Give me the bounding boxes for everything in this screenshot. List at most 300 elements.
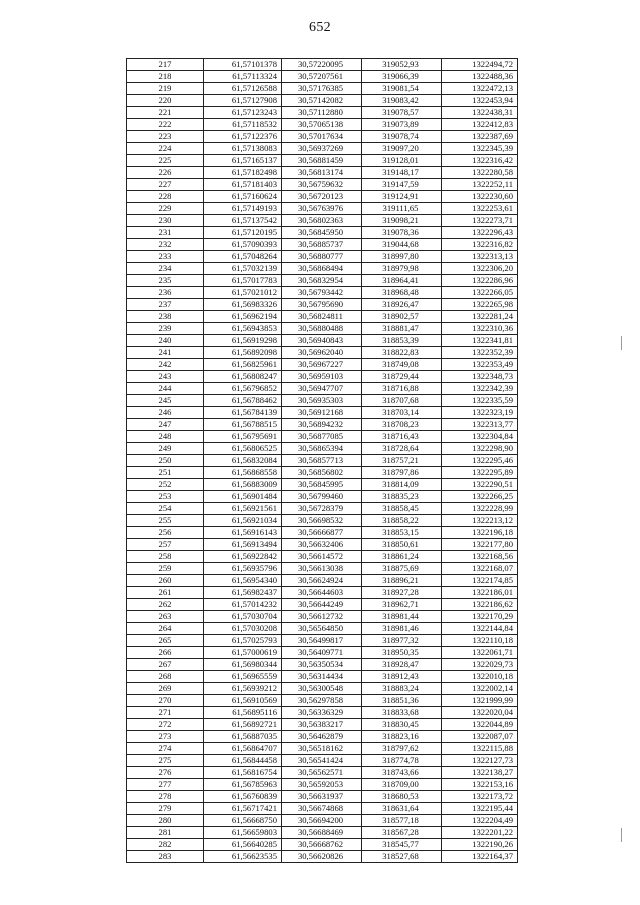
latitude-cell: 61,57090393	[204, 239, 282, 251]
longitude-cell: 30,57207561	[282, 71, 362, 83]
x-coordinate-cell: 318928,47	[362, 659, 442, 671]
y-coordinate-cell: 1322335,59	[442, 395, 518, 407]
longitude-cell: 30,56350534	[282, 659, 362, 671]
table-row	[127, 251, 518, 263]
y-coordinate-cell: 1322204,49	[442, 815, 518, 827]
longitude-cell: 30,56644603	[282, 587, 362, 599]
x-coordinate-cell: 318896,21	[362, 575, 442, 587]
x-coordinate-cell: 319073,89	[362, 119, 442, 131]
point-number-cell: 235	[127, 275, 204, 287]
y-coordinate-cell: 1322252,11	[442, 179, 518, 191]
table-row	[127, 203, 518, 215]
x-coordinate-cell: 318797,86	[362, 467, 442, 479]
y-coordinate-cell: 1322348,73	[442, 371, 518, 383]
table-row	[127, 479, 518, 491]
latitude-cell: 61,56921034	[204, 515, 282, 527]
x-coordinate-cell: 318861,24	[362, 551, 442, 563]
latitude-cell: 61,57021012	[204, 287, 282, 299]
y-coordinate-cell: 1322453,94	[442, 95, 518, 107]
table-row	[127, 167, 518, 179]
point-number-cell: 249	[127, 443, 204, 455]
x-coordinate-cell: 318707,68	[362, 395, 442, 407]
latitude-cell: 61,56795691	[204, 431, 282, 443]
table-row	[127, 767, 518, 779]
x-coordinate-cell: 318743,66	[362, 767, 442, 779]
table-row	[127, 191, 518, 203]
point-number-cell: 225	[127, 155, 204, 167]
x-coordinate-cell: 318774,78	[362, 755, 442, 767]
y-coordinate-cell: 1321999,99	[442, 695, 518, 707]
point-number-cell: 217	[127, 59, 204, 71]
longitude-cell: 30,56935303	[282, 395, 362, 407]
point-number-cell: 264	[127, 623, 204, 635]
longitude-cell: 30,56614572	[282, 551, 362, 563]
longitude-cell: 30,56802363	[282, 215, 362, 227]
y-coordinate-cell: 1322266,05	[442, 287, 518, 299]
table-row	[127, 755, 518, 767]
point-number-cell: 259	[127, 563, 204, 575]
longitude-cell: 30,56612732	[282, 611, 362, 623]
x-coordinate-cell: 318814,09	[362, 479, 442, 491]
point-number-cell: 273	[127, 731, 204, 743]
longitude-cell: 30,56793442	[282, 287, 362, 299]
point-number-cell: 255	[127, 515, 204, 527]
longitude-cell: 30,56688469	[282, 827, 362, 839]
x-coordinate-cell: 318981,46	[362, 623, 442, 635]
x-coordinate-cell: 318997,80	[362, 251, 442, 263]
latitude-cell: 61,57181403	[204, 179, 282, 191]
point-number-cell: 224	[127, 143, 204, 155]
latitude-cell: 61,56717421	[204, 803, 282, 815]
longitude-cell: 30,56868494	[282, 263, 362, 275]
y-coordinate-cell: 1322306,20	[442, 263, 518, 275]
x-coordinate-cell: 318716,43	[362, 431, 442, 443]
point-number-cell: 242	[127, 359, 204, 371]
table-row	[127, 647, 518, 659]
point-number-cell: 234	[127, 263, 204, 275]
y-coordinate-cell: 1322174,85	[442, 575, 518, 587]
longitude-cell: 30,56728379	[282, 503, 362, 515]
point-number-cell: 218	[127, 71, 204, 83]
table-row	[127, 359, 518, 371]
y-coordinate-cell: 1322316,82	[442, 239, 518, 251]
latitude-cell: 61,56640285	[204, 839, 282, 851]
longitude-cell: 30,56720123	[282, 191, 362, 203]
longitude-cell: 30,56880488	[282, 323, 362, 335]
longitude-cell: 30,56962040	[282, 347, 362, 359]
table-row	[127, 179, 518, 191]
point-number-cell: 222	[127, 119, 204, 131]
point-number-cell: 257	[127, 539, 204, 551]
longitude-cell: 30,56947707	[282, 383, 362, 395]
latitude-cell: 61,57137542	[204, 215, 282, 227]
x-coordinate-cell: 319098,21	[362, 215, 442, 227]
x-coordinate-cell: 318567,28	[362, 827, 442, 839]
point-number-cell: 245	[127, 395, 204, 407]
latitude-cell: 61,57120195	[204, 227, 282, 239]
table-row	[127, 731, 518, 743]
y-coordinate-cell: 1322266,25	[442, 491, 518, 503]
latitude-cell: 61,56806525	[204, 443, 282, 455]
y-coordinate-cell: 1322164,37	[442, 851, 518, 863]
x-coordinate-cell: 318979,98	[362, 263, 442, 275]
y-coordinate-cell: 1322002,14	[442, 683, 518, 695]
coordinates-table-body	[127, 59, 518, 863]
latitude-cell: 61,56982437	[204, 587, 282, 599]
latitude-cell: 61,57127908	[204, 95, 282, 107]
margin-mark	[621, 828, 622, 842]
table-row	[127, 659, 518, 671]
y-coordinate-cell: 1322353,49	[442, 359, 518, 371]
y-coordinate-cell: 1322265,98	[442, 299, 518, 311]
point-number-cell: 238	[127, 311, 204, 323]
table-row	[127, 623, 518, 635]
latitude-cell: 61,57017783	[204, 275, 282, 287]
y-coordinate-cell: 1322304,84	[442, 431, 518, 443]
longitude-cell: 30,56845995	[282, 479, 362, 491]
x-coordinate-cell: 318757,21	[362, 455, 442, 467]
point-number-cell: 265	[127, 635, 204, 647]
x-coordinate-cell: 318833,68	[362, 707, 442, 719]
y-coordinate-cell: 1322412,83	[442, 119, 518, 131]
longitude-cell: 30,56314434	[282, 671, 362, 683]
point-number-cell: 261	[127, 587, 204, 599]
y-coordinate-cell: 1322298,90	[442, 443, 518, 455]
table-row	[127, 491, 518, 503]
latitude-cell: 61,57123243	[204, 107, 282, 119]
y-coordinate-cell: 1322173,72	[442, 791, 518, 803]
longitude-cell: 30,56409771	[282, 647, 362, 659]
x-coordinate-cell: 318853,39	[362, 335, 442, 347]
y-coordinate-cell: 1322488,36	[442, 71, 518, 83]
x-coordinate-cell: 318968,48	[362, 287, 442, 299]
table-row	[127, 59, 518, 71]
table-row	[127, 719, 518, 731]
y-coordinate-cell: 1322342,39	[442, 383, 518, 395]
latitude-cell: 61,57165137	[204, 155, 282, 167]
table-row	[127, 371, 518, 383]
y-coordinate-cell: 1322170,29	[442, 611, 518, 623]
table-row	[127, 683, 518, 695]
y-coordinate-cell: 1322087,07	[442, 731, 518, 743]
x-coordinate-cell: 318822,83	[362, 347, 442, 359]
latitude-cell: 61,56983326	[204, 299, 282, 311]
latitude-cell: 61,56892098	[204, 347, 282, 359]
latitude-cell: 61,57030704	[204, 611, 282, 623]
point-number-cell: 270	[127, 695, 204, 707]
longitude-cell: 30,56674868	[282, 803, 362, 815]
point-number-cell: 278	[127, 791, 204, 803]
table-row	[127, 71, 518, 83]
y-coordinate-cell: 1322290,51	[442, 479, 518, 491]
point-number-cell: 251	[127, 467, 204, 479]
latitude-cell: 61,56954340	[204, 575, 282, 587]
latitude-cell: 61,56887035	[204, 731, 282, 743]
longitude-cell: 30,56959103	[282, 371, 362, 383]
latitude-cell: 61,57048264	[204, 251, 282, 263]
longitude-cell: 30,56698532	[282, 515, 362, 527]
point-number-cell: 230	[127, 215, 204, 227]
table-row	[127, 791, 518, 803]
point-number-cell: 241	[127, 347, 204, 359]
table-row	[127, 455, 518, 467]
longitude-cell: 30,56832954	[282, 275, 362, 287]
latitude-cell: 61,57025793	[204, 635, 282, 647]
longitude-cell: 30,57142082	[282, 95, 362, 107]
longitude-cell: 30,57176385	[282, 83, 362, 95]
longitude-cell: 30,57220095	[282, 59, 362, 71]
table-row	[127, 83, 518, 95]
y-coordinate-cell: 1322313,77	[442, 419, 518, 431]
y-coordinate-cell: 1322281,24	[442, 311, 518, 323]
x-coordinate-cell: 318853,15	[362, 527, 442, 539]
y-coordinate-cell: 1322295,89	[442, 467, 518, 479]
y-coordinate-cell: 1322190,26	[442, 839, 518, 851]
y-coordinate-cell: 1322295,46	[442, 455, 518, 467]
latitude-cell: 61,56796852	[204, 383, 282, 395]
latitude-cell: 61,57160624	[204, 191, 282, 203]
point-number-cell: 262	[127, 599, 204, 611]
x-coordinate-cell: 318729,44	[362, 371, 442, 383]
longitude-cell: 30,56845950	[282, 227, 362, 239]
longitude-cell: 30,56856802	[282, 467, 362, 479]
latitude-cell: 61,56785963	[204, 779, 282, 791]
point-number-cell: 237	[127, 299, 204, 311]
y-coordinate-cell: 1322273,71	[442, 215, 518, 227]
x-coordinate-cell: 318631,64	[362, 803, 442, 815]
y-coordinate-cell: 1322110,18	[442, 635, 518, 647]
x-coordinate-cell: 318850,61	[362, 539, 442, 551]
longitude-cell: 30,56894232	[282, 419, 362, 431]
table-row	[127, 743, 518, 755]
y-coordinate-cell: 1322472,13	[442, 83, 518, 95]
y-coordinate-cell: 1322313,13	[442, 251, 518, 263]
latitude-cell: 61,56943853	[204, 323, 282, 335]
point-number-cell: 277	[127, 779, 204, 791]
point-number-cell: 267	[127, 659, 204, 671]
y-coordinate-cell: 1322280,58	[442, 167, 518, 179]
point-number-cell: 228	[127, 191, 204, 203]
table-row	[127, 539, 518, 551]
x-coordinate-cell: 318962,71	[362, 599, 442, 611]
point-number-cell: 250	[127, 455, 204, 467]
longitude-cell: 30,56499817	[282, 635, 362, 647]
point-number-cell: 233	[127, 251, 204, 263]
table-row	[127, 335, 518, 347]
latitude-cell: 61,56921561	[204, 503, 282, 515]
point-number-cell: 236	[127, 287, 204, 299]
table-row	[127, 431, 518, 443]
point-number-cell: 231	[127, 227, 204, 239]
point-number-cell: 247	[127, 419, 204, 431]
table-row	[127, 323, 518, 335]
latitude-cell: 61,56922842	[204, 551, 282, 563]
point-number-cell: 269	[127, 683, 204, 695]
latitude-cell: 61,56623535	[204, 851, 282, 863]
y-coordinate-cell: 1322168,56	[442, 551, 518, 563]
x-coordinate-cell: 319147,59	[362, 179, 442, 191]
longitude-cell: 30,56541424	[282, 755, 362, 767]
x-coordinate-cell: 319148,17	[362, 167, 442, 179]
point-number-cell: 266	[127, 647, 204, 659]
longitude-cell: 30,56759632	[282, 179, 362, 191]
latitude-cell: 61,56916143	[204, 527, 282, 539]
x-coordinate-cell: 318835,23	[362, 491, 442, 503]
x-coordinate-cell: 319083,42	[362, 95, 442, 107]
longitude-cell: 30,57065138	[282, 119, 362, 131]
point-number-cell: 243	[127, 371, 204, 383]
point-number-cell: 282	[127, 839, 204, 851]
longitude-cell: 30,56620826	[282, 851, 362, 863]
latitude-cell: 61,56895116	[204, 707, 282, 719]
latitude-cell: 61,56883009	[204, 479, 282, 491]
latitude-cell: 61,56784139	[204, 407, 282, 419]
latitude-cell: 61,56980344	[204, 659, 282, 671]
x-coordinate-cell: 318749,08	[362, 359, 442, 371]
table-row	[127, 275, 518, 287]
point-number-cell: 254	[127, 503, 204, 515]
point-number-cell: 226	[127, 167, 204, 179]
x-coordinate-cell: 319081,54	[362, 83, 442, 95]
longitude-cell: 30,56564850	[282, 623, 362, 635]
x-coordinate-cell: 318881,47	[362, 323, 442, 335]
x-coordinate-cell: 319128,01	[362, 155, 442, 167]
table-row	[127, 779, 518, 791]
y-coordinate-cell: 1322438,31	[442, 107, 518, 119]
longitude-cell: 30,56885737	[282, 239, 362, 251]
table-row	[127, 695, 518, 707]
latitude-cell: 61,57000619	[204, 647, 282, 659]
longitude-cell: 30,56967227	[282, 359, 362, 371]
y-coordinate-cell: 1322296,43	[442, 227, 518, 239]
point-number-cell: 220	[127, 95, 204, 107]
point-number-cell: 244	[127, 383, 204, 395]
longitude-cell: 30,56297858	[282, 695, 362, 707]
y-coordinate-cell: 1322186,01	[442, 587, 518, 599]
table-row	[127, 839, 518, 851]
table-row	[127, 263, 518, 275]
longitude-cell: 30,56694200	[282, 815, 362, 827]
x-coordinate-cell: 319052,93	[362, 59, 442, 71]
latitude-cell: 61,56868558	[204, 467, 282, 479]
latitude-cell: 61,56919298	[204, 335, 282, 347]
longitude-cell: 30,56336329	[282, 707, 362, 719]
latitude-cell: 61,56844458	[204, 755, 282, 767]
latitude-cell: 61,56939212	[204, 683, 282, 695]
longitude-cell: 30,56763976	[282, 203, 362, 215]
latitude-cell: 61,56965559	[204, 671, 282, 683]
longitude-cell: 30,57017634	[282, 131, 362, 143]
table-row	[127, 299, 518, 311]
y-coordinate-cell: 1322138,27	[442, 767, 518, 779]
y-coordinate-cell: 1322177,80	[442, 539, 518, 551]
x-coordinate-cell: 319078,36	[362, 227, 442, 239]
x-coordinate-cell: 318950,35	[362, 647, 442, 659]
longitude-cell: 30,56562571	[282, 767, 362, 779]
point-number-cell: 239	[127, 323, 204, 335]
y-coordinate-cell: 1322044,89	[442, 719, 518, 731]
longitude-cell: 30,56668762	[282, 839, 362, 851]
longitude-cell: 30,56912168	[282, 407, 362, 419]
table-row	[127, 827, 518, 839]
longitude-cell: 30,56881459	[282, 155, 362, 167]
y-coordinate-cell: 1322020,04	[442, 707, 518, 719]
x-coordinate-cell: 318858,45	[362, 503, 442, 515]
y-coordinate-cell: 1322144,84	[442, 623, 518, 635]
latitude-cell: 61,57014232	[204, 599, 282, 611]
y-coordinate-cell: 1322286,96	[442, 275, 518, 287]
table-row	[127, 467, 518, 479]
latitude-cell: 61,56668750	[204, 815, 282, 827]
table-row	[127, 815, 518, 827]
longitude-cell: 30,56865394	[282, 443, 362, 455]
longitude-cell: 30,56666877	[282, 527, 362, 539]
longitude-cell: 30,56300548	[282, 683, 362, 695]
longitude-cell: 30,56383217	[282, 719, 362, 731]
y-coordinate-cell: 1322186,62	[442, 599, 518, 611]
point-number-cell: 272	[127, 719, 204, 731]
latitude-cell: 61,57113324	[204, 71, 282, 83]
latitude-cell: 61,56910569	[204, 695, 282, 707]
latitude-cell: 61,56825961	[204, 359, 282, 371]
point-number-cell: 240	[127, 335, 204, 347]
table-row	[127, 527, 518, 539]
longitude-cell: 30,56880777	[282, 251, 362, 263]
y-coordinate-cell: 1322228,99	[442, 503, 518, 515]
y-coordinate-cell: 1322127,73	[442, 755, 518, 767]
table-row	[127, 407, 518, 419]
y-coordinate-cell: 1322061,71	[442, 647, 518, 659]
longitude-cell: 30,56462879	[282, 731, 362, 743]
point-number-cell: 221	[127, 107, 204, 119]
y-coordinate-cell: 1322115,88	[442, 743, 518, 755]
table-row	[127, 395, 518, 407]
x-coordinate-cell: 318703,14	[362, 407, 442, 419]
y-coordinate-cell: 1322196,18	[442, 527, 518, 539]
latitude-cell: 61,56788515	[204, 419, 282, 431]
x-coordinate-cell: 318577,18	[362, 815, 442, 827]
x-coordinate-cell: 318708,23	[362, 419, 442, 431]
x-coordinate-cell: 319078,57	[362, 107, 442, 119]
longitude-cell: 30,56940843	[282, 335, 362, 347]
x-coordinate-cell: 319124,91	[362, 191, 442, 203]
point-number-cell: 219	[127, 83, 204, 95]
latitude-cell: 61,57182498	[204, 167, 282, 179]
y-coordinate-cell: 1322352,39	[442, 347, 518, 359]
longitude-cell: 30,56813174	[282, 167, 362, 179]
longitude-cell: 30,56824811	[282, 311, 362, 323]
longitude-cell: 30,56877085	[282, 431, 362, 443]
x-coordinate-cell: 318830,45	[362, 719, 442, 731]
table-row	[127, 575, 518, 587]
longitude-cell: 30,56613038	[282, 563, 362, 575]
point-number-cell: 279	[127, 803, 204, 815]
y-coordinate-cell: 1322341,81	[442, 335, 518, 347]
y-coordinate-cell: 1322010,18	[442, 671, 518, 683]
point-number-cell: 260	[127, 575, 204, 587]
x-coordinate-cell: 318875,69	[362, 563, 442, 575]
table-row	[127, 131, 518, 143]
latitude-cell: 61,56901484	[204, 491, 282, 503]
longitude-cell: 30,56795690	[282, 299, 362, 311]
x-coordinate-cell: 318527,68	[362, 851, 442, 863]
point-number-cell: 263	[127, 611, 204, 623]
x-coordinate-cell: 318981,44	[362, 611, 442, 623]
x-coordinate-cell: 319044,68	[362, 239, 442, 251]
latitude-cell: 61,56913494	[204, 539, 282, 551]
table-row	[127, 611, 518, 623]
x-coordinate-cell: 318545,77	[362, 839, 442, 851]
